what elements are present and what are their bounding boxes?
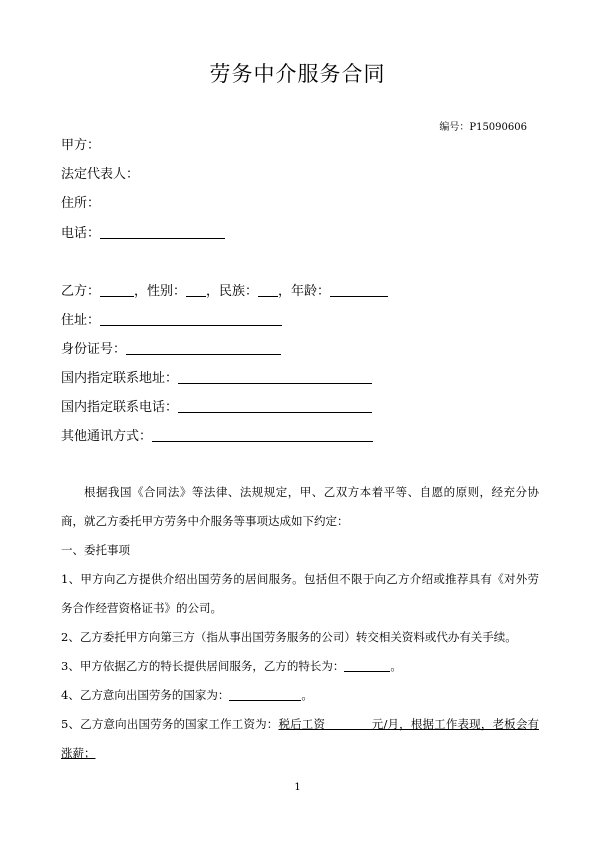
page-number: 1 [294, 782, 301, 793]
party-b-domestic-address-label: 国内指定联系地址： [61, 371, 179, 386]
party-b-info-line [61, 282, 388, 301]
party-b-age-label: ，年龄： [278, 284, 331, 299]
page-title: 劳务中介服务合同 [209, 62, 386, 86]
item-3-suffix: 。 [390, 659, 402, 673]
item-3-blank [344, 657, 390, 672]
party-b-other-contact-line [61, 427, 373, 446]
contract-number: 编号：P15090606 [439, 122, 527, 133]
party-b-ethnicity-label: ，民族： [206, 284, 259, 299]
party-a-rep-line [61, 166, 139, 184]
preamble-paragraph: 根据我国《合同法》等法律、法规规定，甲、乙双方本着平等、自愿的原则，经充分协商，就乙方委托甲方劳务中介服务等事项达成如下约定： [61, 485, 539, 528]
party-b-name-blank [100, 282, 134, 297]
party-b-address-line [61, 311, 282, 330]
section-1-item-3 [61, 652, 539, 681]
party-a-rep-label: 法定代表人： [61, 167, 140, 182]
party-b-id-line [61, 340, 281, 359]
section-1-item-2: 2、乙方委托甲方向第三方（指从事出国劳务服务的公司）转交相关资料或代办有关手续。 [61, 630, 517, 644]
party-a-name-label: 甲方： [61, 138, 101, 153]
party-a-address-line [61, 195, 100, 213]
party-b-other-contact-blank [152, 427, 373, 442]
party-a-name-line [61, 137, 100, 155]
party-a-phone-blank [100, 224, 225, 239]
item-5-prefix: 5、乙方意向出国劳务的国家工作工资为： [61, 717, 279, 731]
item-4-blank [229, 686, 301, 701]
party-b-gender-label: ，性别： [134, 284, 187, 299]
party-b-age-blank [330, 282, 388, 297]
item-4-prefix: 4、乙方意向出国劳务的国家为： [61, 688, 230, 702]
party-b-other-contact-label: 其他通讯方式： [61, 429, 153, 444]
party-b-id-blank [126, 340, 281, 355]
party-b-address-blank [100, 311, 282, 326]
item-3-prefix: 3、甲方依据乙方的特长提供居间服务，乙方的特长为： [61, 659, 345, 673]
party-b-domestic-phone-line [61, 398, 372, 417]
party-b-name-label: 乙方： [61, 284, 101, 299]
party-b-address-label: 住址： [61, 313, 101, 328]
party-b-ethnicity-blank [258, 282, 278, 297]
item-4-suffix: 。 [301, 688, 313, 702]
party-a-phone-line [61, 224, 225, 243]
party-b-domestic-phone-label: 国内指定联系电话： [61, 400, 179, 415]
party-b-id-label: 身份证号： [61, 342, 127, 357]
party-b-domestic-address-line [61, 369, 372, 388]
section-1-heading: 一、委托事项 [61, 543, 130, 557]
party-b-domestic-phone-blank [178, 398, 372, 413]
section-1-item-1: 1、甲方向乙方提供介绍出国劳务的居间服务。包括但不限于向乙方介绍或推荐具有《对外劳务合作经营资格证书》的公司。 [61, 572, 539, 615]
item-5-salary-terms: 税后工资 元/月，根据工作表现，老板会有涨薪； [61, 717, 539, 760]
section-1-item-5 [61, 710, 539, 768]
party-b-domestic-address-blank [178, 369, 372, 384]
party-a-phone-label: 电话： [61, 226, 101, 241]
party-a-address-label: 住所： [61, 196, 101, 211]
party-b-gender-blank [186, 282, 206, 297]
section-1-item-4 [61, 681, 539, 710]
